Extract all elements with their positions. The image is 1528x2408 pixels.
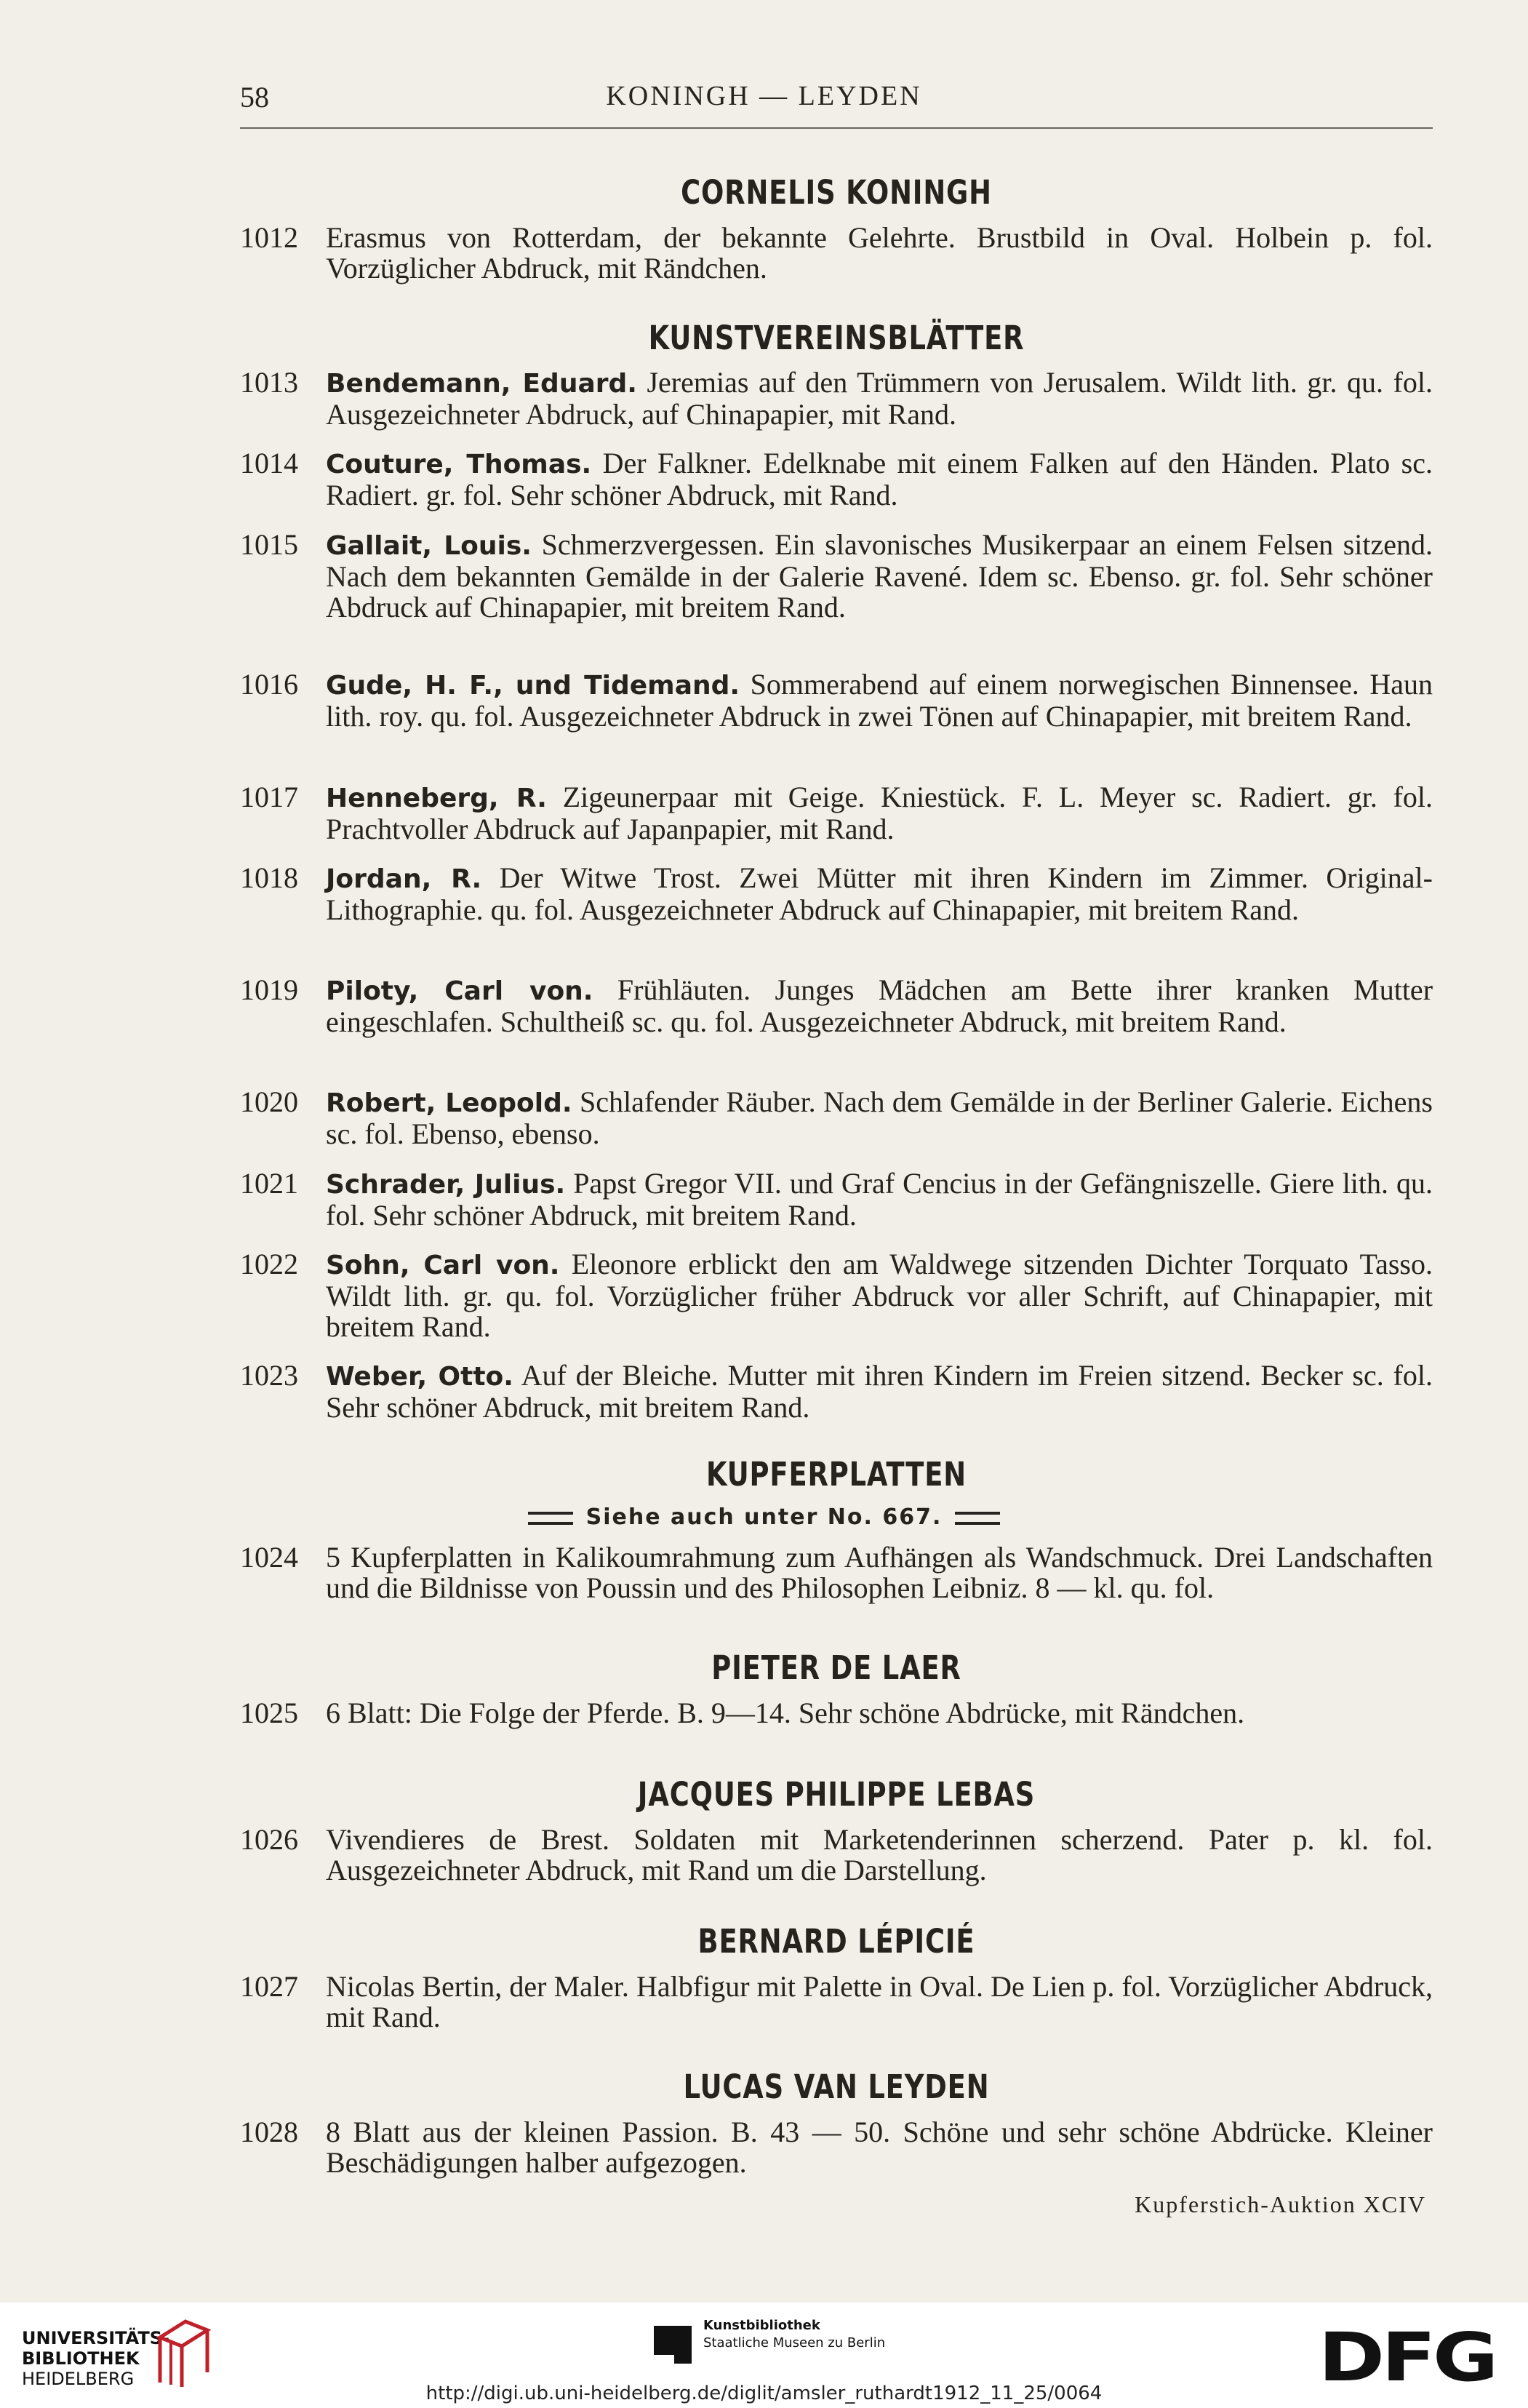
entry-description: Sommerabend auf einem norwegischen Binnensee. Haun lith. roy. qu. fol. Ausgezeichneter Abdruck in zwei Tönen auf Chinapapier, mit breitem Rand. [326, 668, 1433, 733]
entry-description: Der Witwe Trost. Zwei Mütter mit ihren Kindern im Zimmer. Original-Lithographie. qu. fol. Ausgezeichneter Abdruck auf Chinapapier, mit breitem Rand. [326, 861, 1433, 926]
kb-line-1: Kunstbibliothek [703, 2318, 820, 2333]
entry-text [326, 1168, 1433, 1231]
section-title-lebas: JACQUES PHILIPPE LEBAS [637, 1775, 1036, 1814]
university-library-name [22, 2328, 169, 2389]
entry-description: Auf der Bleiche. Mutter mit ihren Kindern im Freien sitzend. Becker sc. fol. Sehr schöner Abdruck, mit breitem Rand. [326, 1359, 1433, 1424]
dfg-logo: DFG [1318, 2319, 1495, 2396]
artist-name: Couture, Thomas. [326, 450, 592, 479]
entry-number: 1021 [240, 1167, 298, 1200]
entry-description: Zigeunerpaar mit Geige. Kniestück. F. L. Meyer sc. Radiert. gr. fol. Prachtvoller Abdruck auf Japanpapier, mit Rand. [326, 781, 1433, 845]
artist-name: Gude, H. F., und Tidemand. [326, 671, 740, 701]
entry-description: Schlafender Räuber. Nach dem Gemälde in der Berliner Galerie. Eichens sc. fol. Ebenso, ebenso. [326, 1085, 1433, 1150]
artist-name: Henneberg, R. [326, 784, 547, 813]
artist-name: Bendemann, Eduard. [326, 369, 637, 399]
entry-number: 1024 [240, 1541, 298, 1574]
signature-line: Kupferstich-Auktion XCIV [1135, 2191, 1426, 2217]
entry-text [326, 223, 1433, 284]
entry-description: Eleonore erblickt den am Waldwege sitzenden Dichter Torquato Tasso. Wildt lith. gr. qu. fol. Vorzüglicher früher Abdruck vor aller Schrift, auf Chinapapier, mit breitem Rand. [326, 1248, 1433, 1343]
section-title-kunstverein: KUNSTVEREINSBLÄTTER [648, 319, 1025, 357]
running-head: KONINGH — LEYDEN [606, 81, 922, 111]
artist-name: Piloty, Carl von. [326, 976, 593, 1006]
entry-text [326, 863, 1433, 925]
cross-reference: Siehe auch unter No. 667. [585, 1504, 943, 1530]
artist-name: Weber, Otto. [326, 1362, 513, 1392]
uni-line-1: UNIVERSITÄTS- [22, 2328, 170, 2348]
entry-description: 6 Blatt: Die Folge der Pferde. B. 9—14. Sehr schöne Abdrücke, mit Rändchen. [326, 1697, 1245, 1729]
digitization-footer [0, 2303, 1528, 2408]
entry-number: 1020 [240, 1085, 298, 1118]
entry-description: Frühläuten. Junges Mädchen am Bette ihrer kranken Mutter eingeschlafen. Schultheiß sc. qu. fol. Ausgezeichneter Abdruck, mit breitem Rand. [326, 973, 1433, 1038]
entry-number: 1018 [240, 861, 298, 894]
double-rule-left [528, 1512, 573, 1525]
section-title-koningh: CORNELIS KONINGH [681, 173, 992, 212]
entry-number: 1015 [240, 528, 298, 561]
entry-description: Nicolas Bertin, der Maler. Halbfigur mit Palette in Oval. De Lien p. fol. Vorzüglicher Abdruck, mit Rand. [326, 1970, 1433, 2033]
entry-text [326, 530, 1433, 623]
page-number: 58 [240, 81, 269, 113]
entry-description: Jeremias auf den Trümmern von Jerusalem. Wildt lith. gr. qu. fol. Ausgezeichneter Abdruck, auf Chinapapier, mit Rand. [326, 366, 1433, 431]
entry-number: 1026 [240, 1823, 298, 1856]
uni-line-3: HEIDELBERG [22, 2369, 135, 2389]
entry-text [326, 2117, 1433, 2178]
artist-name: Schrader, Julius. [326, 1170, 566, 1200]
entry-text [326, 1087, 1433, 1149]
entry-number: 1025 [240, 1697, 298, 1729]
entry-text [326, 1360, 1433, 1423]
entry-number: 1014 [240, 447, 298, 479]
entry-description: 5 Kupferplatten in Kalikoumrahmung zum Aufhängen als Wandschmuck. Drei Landschaften und die Bildnisse von Poussin und des Philosophen Leibniz. 8 — kl. qu. fol. [326, 1541, 1433, 1604]
entry-number: 1027 [240, 1970, 298, 2003]
artist-name: Robert, Leopold. [326, 1088, 572, 1118]
entry-number: 1019 [240, 973, 298, 1006]
entry-description: Vivendieres de Brest. Soldaten mit Marketenderinnen scherzend. Pater p. kl. fol. Ausgezeichneter Abdruck, mit Rand um die Darstellung. [326, 1823, 1433, 1886]
section-subtitle [0, 1504, 1528, 1530]
section-title-leyden: LUCAS VAN LEYDEN [683, 2068, 990, 2106]
kunstbibliothek-logo-icon [651, 2323, 695, 2367]
header-rule [240, 127, 1433, 129]
source-url[interactable]: http://digi.ub.uni-heidelberg.de/diglit/amsler_ruthardt1912_11_25/0064 [425, 2383, 1103, 2404]
entry-text [326, 367, 1433, 430]
entry-text [326, 1825, 1433, 1886]
entry-text [326, 1542, 1433, 1603]
entry-description: Erasmus von Rotterdam, der bekannte Gelehrte. Brustbild in Oval. Holbein p. fol. Vorzüglicher Abdruck, mit Rändchen. [326, 221, 1433, 284]
entry-text [326, 975, 1433, 1037]
entry-description: Der Falkner. Edelknabe mit einem Falken auf den Händen. Plato sc. Radiert. gr. fol. Sehr schöner Abdruck, mit Rand. [326, 447, 1433, 511]
entry-description: Papst Gregor VII. und Graf Cencius in der Gefängniszelle. Giere lith. qu. fol. Sehr schöner Abdruck, mit breitem Rand. [326, 1167, 1433, 1232]
section-title-lepicie: BERNARD LÉPICIÉ [697, 1922, 975, 1961]
kb-line-2: Staatliche Museen zu Berlin [703, 2335, 886, 2351]
entry-number: 1022 [240, 1248, 298, 1280]
entry-text [326, 448, 1433, 511]
section-title-kupferplatten: KUPFERPLATTEN [706, 1455, 967, 1494]
entry-text [326, 669, 1433, 732]
entry-number: 1012 [240, 221, 298, 254]
artist-name: Gallait, Louis. [326, 531, 532, 561]
entry-number: 1023 [240, 1359, 298, 1392]
university-logo-icon [153, 2316, 211, 2388]
entry-text [326, 1972, 1433, 2033]
artist-name: Sohn, Carl von. [326, 1251, 560, 1280]
section-title-laer: PIETER DE LAER [711, 1648, 961, 1687]
uni-line-2: BIBLIOTHEK [22, 2348, 140, 2369]
entry-description: 8 Blatt aus der kleinen Passion. B. 43 — 50. Schöne und sehr schöne Abdrücke. Kleiner Beschädigungen halber aufgezogen. [326, 2116, 1433, 2179]
double-rule-right [955, 1512, 1000, 1525]
entry-number: 1016 [240, 668, 298, 701]
entry-number: 1017 [240, 781, 298, 813]
entry-number: 1013 [240, 366, 298, 399]
entry-description: Schmerzvergessen. Ein slavonisches Musikerpaar an einem Felsen sitzend. Nach dem bekannten Gemälde in der Galerie Ravené. Idem sc. Ebenso. gr. fol. Sehr schöner Abdruck auf Chinapapier, mit breitem Rand. [326, 528, 1433, 623]
entry-text [326, 1698, 1433, 1729]
entry-text [326, 782, 1433, 845]
artist-name: Jordan, R. [326, 864, 482, 894]
entry-number: 1028 [240, 2116, 298, 2148]
entry-text [326, 1249, 1433, 1342]
